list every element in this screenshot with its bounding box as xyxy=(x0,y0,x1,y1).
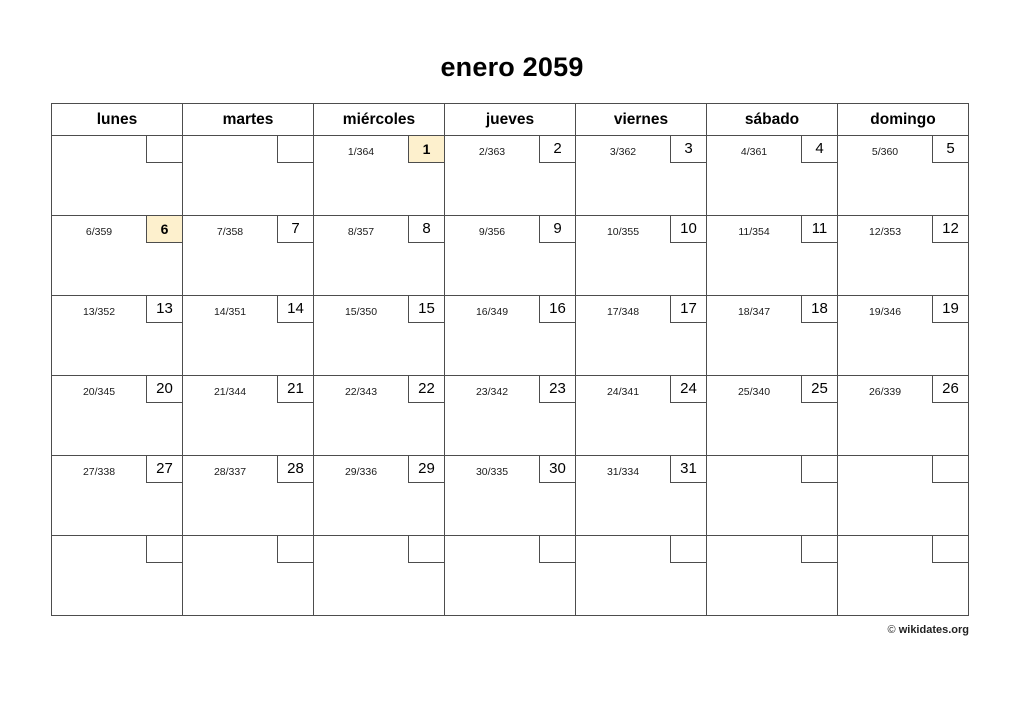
day-ordinal: 30/335 xyxy=(475,466,509,478)
day-ordinal: 12/353 xyxy=(868,226,902,238)
calendar-day-cell[interactable] xyxy=(838,296,969,376)
day-number: 8 xyxy=(408,215,445,243)
day-number: 5 xyxy=(932,135,969,163)
day-number: 28 xyxy=(277,455,314,483)
day-number xyxy=(146,535,183,563)
calendar-day-cell[interactable] xyxy=(445,376,576,456)
calendar-week-row xyxy=(52,136,969,216)
credit-brand: wikidates.org xyxy=(898,624,969,636)
calendar-day-cell[interactable] xyxy=(52,216,183,296)
day-number: 16 xyxy=(539,295,576,323)
page-title: enero 2059 xyxy=(440,52,584,82)
day-ordinal: 28/337 xyxy=(213,466,247,478)
calendar-day-cell[interactable] xyxy=(445,216,576,296)
calendar-day-cell[interactable] xyxy=(838,536,969,616)
day-ordinal: 15/350 xyxy=(344,306,378,318)
calendar-week-row xyxy=(52,376,969,456)
day-ordinal: 6/359 xyxy=(85,226,113,238)
day-number: 3 xyxy=(670,135,707,163)
copyright-symbol: © xyxy=(887,624,896,636)
calendar-day-cell[interactable] xyxy=(445,456,576,536)
day-ordinal: 21/344 xyxy=(213,386,247,398)
calendar-day-cell[interactable] xyxy=(445,136,576,216)
calendar-day-cell[interactable] xyxy=(183,216,314,296)
day-number xyxy=(146,135,183,163)
weekday-header-sunday: domingo xyxy=(838,104,969,136)
day-ordinal: 26/339 xyxy=(868,386,902,398)
calendar-day-cell[interactable] xyxy=(314,376,445,456)
day-number: 29 xyxy=(408,455,445,483)
calendar-week-row xyxy=(52,296,969,376)
day-number: 17 xyxy=(670,295,707,323)
day-ordinal: 24/341 xyxy=(606,386,640,398)
calendar-day-cell[interactable] xyxy=(52,296,183,376)
day-number xyxy=(932,535,969,563)
day-ordinal: 27/338 xyxy=(82,466,116,478)
calendar-day-cell[interactable] xyxy=(183,136,314,216)
day-ordinal: 17/348 xyxy=(606,306,640,318)
day-ordinal: 20/345 xyxy=(82,386,116,398)
day-number xyxy=(408,535,445,563)
day-ordinal: 19/346 xyxy=(868,306,902,318)
day-ordinal: 7/358 xyxy=(216,226,244,238)
calendar-week-row xyxy=(52,216,969,296)
day-ordinal: 25/340 xyxy=(737,386,771,398)
day-number: 6 xyxy=(146,215,183,243)
calendar-day-cell[interactable] xyxy=(838,216,969,296)
calendar-day-cell[interactable] xyxy=(183,376,314,456)
day-ordinal: 5/360 xyxy=(871,146,899,158)
calendar-day-cell[interactable] xyxy=(838,376,969,456)
calendar-day-cell[interactable] xyxy=(576,136,707,216)
calendar-day-cell[interactable] xyxy=(314,536,445,616)
day-number: 14 xyxy=(277,295,314,323)
day-number: 10 xyxy=(670,215,707,243)
day-number: 2 xyxy=(539,135,576,163)
day-number: 21 xyxy=(277,375,314,403)
day-number: 11 xyxy=(801,215,838,243)
calendar-day-cell[interactable] xyxy=(838,456,969,536)
day-number: 4 xyxy=(801,135,838,163)
day-number xyxy=(801,535,838,563)
calendar-day-cell[interactable] xyxy=(707,136,838,216)
day-number: 30 xyxy=(539,455,576,483)
calendar-day-cell[interactable] xyxy=(576,216,707,296)
day-ordinal: 3/362 xyxy=(609,146,637,158)
day-ordinal: 2/363 xyxy=(478,146,506,158)
calendar-week-row xyxy=(52,536,969,616)
day-number: 26 xyxy=(932,375,969,403)
day-ordinal: 23/342 xyxy=(475,386,509,398)
calendar-day-cell[interactable] xyxy=(314,296,445,376)
day-ordinal: 16/349 xyxy=(475,306,509,318)
day-ordinal: 8/357 xyxy=(347,226,375,238)
day-ordinal: 18/347 xyxy=(737,306,771,318)
day-ordinal: 22/343 xyxy=(344,386,378,398)
calendar-day-cell[interactable] xyxy=(576,456,707,536)
day-number: 13 xyxy=(146,295,183,323)
day-ordinal: 10/355 xyxy=(606,226,640,238)
day-number xyxy=(539,535,576,563)
day-number: 19 xyxy=(932,295,969,323)
calendar-day-cell[interactable] xyxy=(183,536,314,616)
calendar-day-cell[interactable] xyxy=(576,536,707,616)
weekday-header-wednesday: miércoles xyxy=(314,104,445,136)
day-number: 25 xyxy=(801,375,838,403)
day-number: 9 xyxy=(539,215,576,243)
day-number xyxy=(670,535,707,563)
calendar-day-cell[interactable] xyxy=(183,456,314,536)
day-ordinal: 13/352 xyxy=(82,306,116,318)
day-number: 15 xyxy=(408,295,445,323)
day-number: 22 xyxy=(408,375,445,403)
day-ordinal: 29/336 xyxy=(344,466,378,478)
calendar-day-cell[interactable] xyxy=(707,376,838,456)
day-number xyxy=(932,455,969,483)
day-number xyxy=(277,535,314,563)
day-number xyxy=(801,455,838,483)
day-number: 24 xyxy=(670,375,707,403)
calendar-day-cell[interactable] xyxy=(707,536,838,616)
calendar-day-cell[interactable] xyxy=(445,296,576,376)
calendar-day-cell[interactable] xyxy=(576,296,707,376)
calendar-day-cell[interactable] xyxy=(707,456,838,536)
calendar-day-cell[interactable] xyxy=(314,136,445,216)
calendar-day-cell[interactable] xyxy=(52,136,183,216)
day-ordinal: 31/334 xyxy=(606,466,640,478)
day-number: 1 xyxy=(408,135,445,163)
month-calendar-table xyxy=(51,103,969,616)
calendar-day-cell[interactable] xyxy=(576,376,707,456)
calendar-day-cell[interactable] xyxy=(52,376,183,456)
calendar-day-cell[interactable] xyxy=(314,456,445,536)
weekday-header-saturday: sábado xyxy=(707,104,838,136)
weekday-header-thursday: jueves xyxy=(445,104,576,136)
day-number: 23 xyxy=(539,375,576,403)
calendar-day-cell[interactable] xyxy=(707,216,838,296)
day-number: 7 xyxy=(277,215,314,243)
day-ordinal: 14/351 xyxy=(213,306,247,318)
day-number xyxy=(277,135,314,163)
day-ordinal: 11/354 xyxy=(738,226,770,238)
calendar-day-cell[interactable] xyxy=(707,296,838,376)
calendar-day-cell[interactable] xyxy=(52,536,183,616)
day-number: 12 xyxy=(932,215,969,243)
calendar-day-cell[interactable] xyxy=(445,536,576,616)
day-ordinal: 1/364 xyxy=(347,146,375,158)
day-ordinal: 4/361 xyxy=(740,146,768,158)
weekday-header-friday: viernes xyxy=(576,104,707,136)
site-credit xyxy=(888,624,969,636)
day-number: 31 xyxy=(670,455,707,483)
calendar-week-row xyxy=(52,456,969,536)
day-ordinal: 9/356 xyxy=(478,226,506,238)
day-number: 27 xyxy=(146,455,183,483)
day-number: 18 xyxy=(801,295,838,323)
weekday-header-monday: lunes xyxy=(52,104,183,136)
calendar-day-cell[interactable] xyxy=(52,456,183,536)
calendar-day-cell[interactable] xyxy=(183,296,314,376)
day-number: 20 xyxy=(146,375,183,403)
weekday-header-tuesday: martes xyxy=(183,104,314,136)
calendar-day-cell[interactable] xyxy=(314,216,445,296)
calendar-day-cell[interactable] xyxy=(838,136,969,216)
weekday-header-row xyxy=(52,104,969,136)
